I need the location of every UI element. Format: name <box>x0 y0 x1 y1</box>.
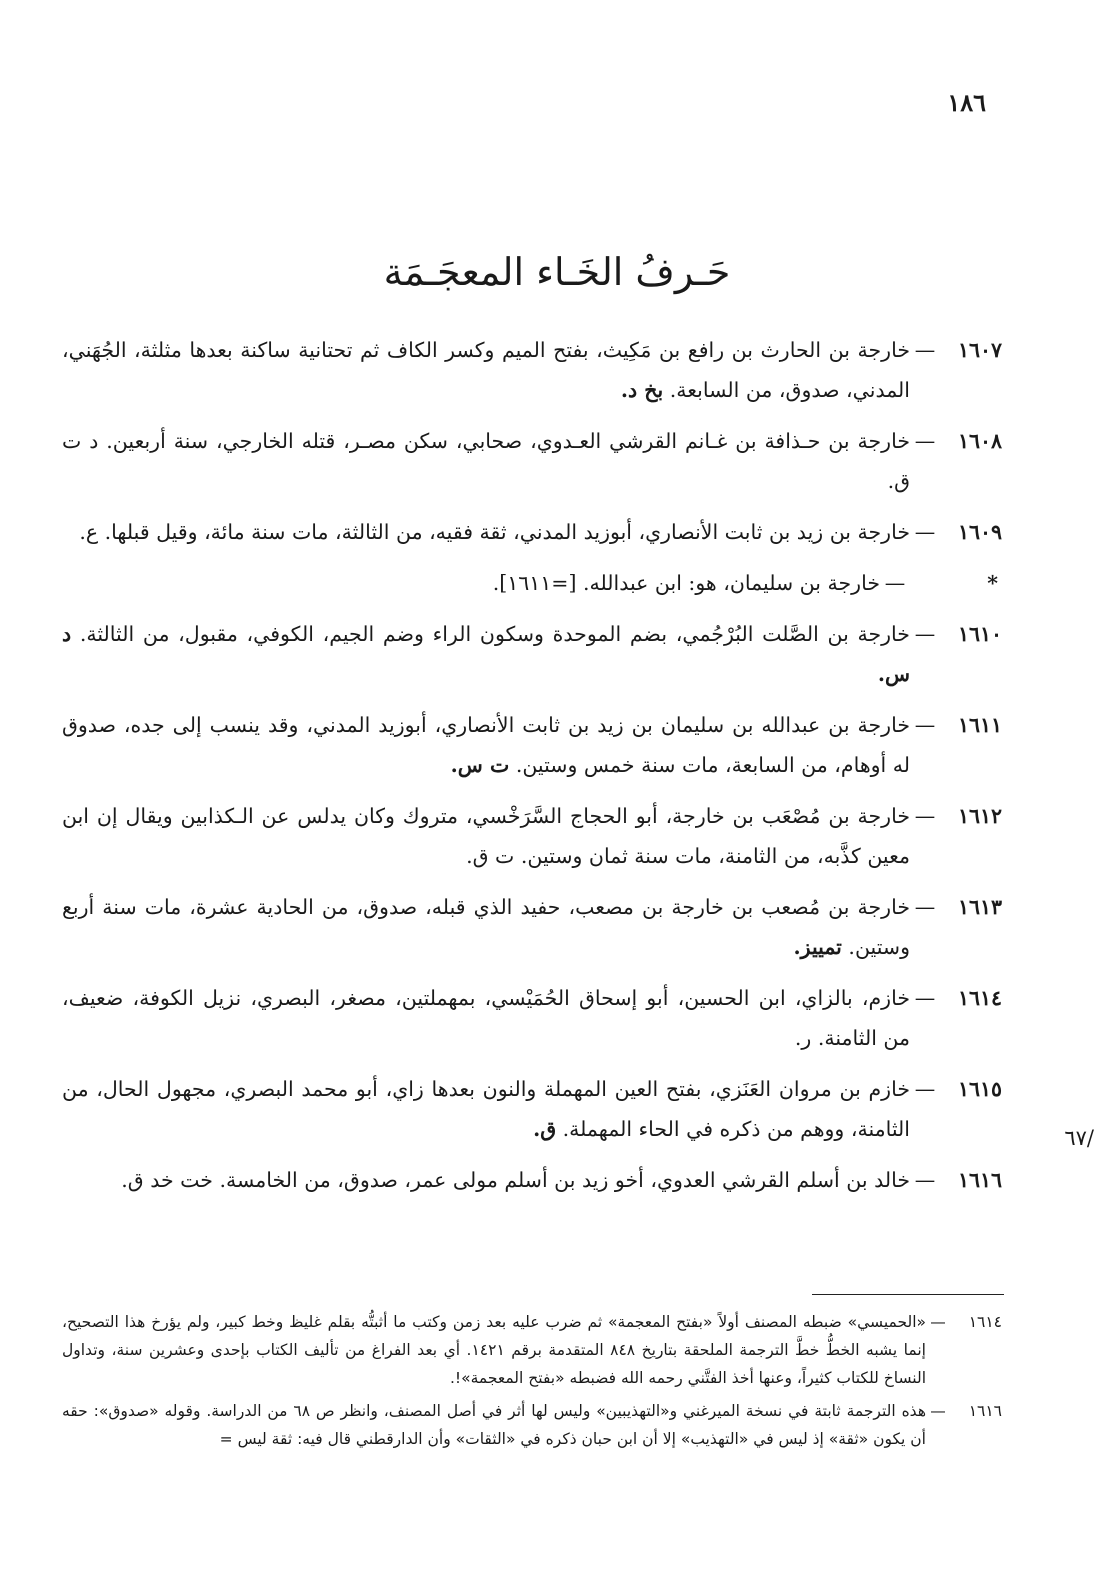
entry-text: خارجة بن عبدالله بن سليمان بن زيد بن ثابت الأنصاري، أبوزيد المدني، وقد ينسب إلى جده، صدوق له أوهام، من السابعة، مات سنة خمس وستين. ت س. <box>62 713 910 777</box>
chapter-title: حَـرفُ الخَـاء المعجَـمَة <box>383 250 731 294</box>
entry-number: ١٦٠٨ <box>957 429 1002 453</box>
entry-text: خارجة بن مُصعب بن خارجة بن مصعب، حفيد الذي قبله، صدوق، من الحادية عشرة، مات سنة أربع وستين. تمييز. <box>62 895 910 959</box>
entry-1615 <box>62 1069 1002 1149</box>
entry-dash: — <box>914 1168 936 1192</box>
entry-1612 <box>62 796 1002 876</box>
footnote-divider <box>812 1294 1004 1295</box>
margin-note: /٦٧ <box>1064 1126 1094 1150</box>
entry-dash: — <box>914 895 936 919</box>
entry-number: ١٦١٠ <box>957 622 1002 646</box>
entry-text: خالد بن أسلم القرشي العدوي، أخو زيد بن أسلم مولى عمر، صدوق، من الخامسة. خت خد ق. <box>121 1168 910 1192</box>
entry-code: د س. <box>62 622 910 686</box>
entry-1609 <box>62 512 1002 552</box>
entry-number: ١٦١٢ <box>957 804 1002 828</box>
entry-dash: — <box>914 429 936 453</box>
entry-text: خازم بن مروان العَنَزي، بفتح العين المهملة والنون بعدها زاي، أبو محمد البصري، مجهول الحال، من الثامنة، ووهم من ذكره في الحاء المهملة. ق. <box>62 1077 910 1141</box>
entry-code: خت خد ق. <box>121 1168 213 1192</box>
entry-dash: — <box>914 1077 936 1101</box>
entry-1616 <box>62 1160 1002 1200</box>
footnote-1616 <box>62 1397 1002 1453</box>
footnote-text: هذه الترجمة ثابتة في نسخة الميرغني و«التهذيبين» وليس لها أثر في أصل المصنف، وانظر ص ٦٨ من الدراسة. وقوله «صدوق»: حقه أن يكون «ثقة» إذ ليس في «التهذيب» إلا أن ابن حبان ذكره في «الثقات» وأن الدارقطني قال فيه: ثقة ليس = <box>62 1402 926 1448</box>
footnote-text: «الحميسي» ضبطه المصنف أولاً «بفتح المعجمة» ثم ضرب عليه بعد زمن وكتب ما أثبتُّه بقلم غليظ وخط كبير، ولم يؤرخ هذا التصحيح، إنما يشبه الخطُّ خطَّ الترجمة الملحقة بتاريخ ٨٤٨ المتقدمة برقم ١٤٢١. أي بعد الفراغ من تأليف الكتاب بإحدى وعشرين سنة، وتداول النساخ للكتاب كثيراً، وعنها أخذ الفتَّني رحمه الله فضبطه «بفتح المعجمة»!. <box>62 1313 926 1387</box>
footnote-number: ١٦١٤ <box>968 1313 1002 1331</box>
entry-1608 <box>62 421 1002 501</box>
entry-dash: — <box>914 804 936 828</box>
entry-code: ت ق. <box>466 844 515 868</box>
page-number: ١٨٦ <box>947 88 986 117</box>
entry-dash: — <box>914 622 936 646</box>
entry-dash: — <box>914 338 936 362</box>
entry-dash: — <box>884 571 906 595</box>
entry-text: خارجة بن الصَّلت البُرْجُمي، بضم الموحدة وسكون الراء وضم الجيم، الكوفي، مقبول، من الثالثة. د س. <box>62 622 910 686</box>
entry-code: ق. <box>533 1117 557 1141</box>
entry-number: ١٦١١ <box>957 713 1002 737</box>
entry-number: ١٦٠٧ <box>957 338 1002 362</box>
entry-text: خارجة بن سليمان، هو: ابن عبدالله. [=١٦١١]. <box>492 571 880 595</box>
entries-list <box>62 330 1002 1211</box>
footnotes <box>62 1308 1002 1458</box>
entry-dash: — <box>914 520 936 544</box>
footnote-dash: — <box>930 1313 946 1331</box>
entry-code: ع. <box>79 520 99 544</box>
entry-code: د ت ق. <box>62 429 910 493</box>
footnote-number: ١٦١٦ <box>968 1402 1002 1420</box>
entry-text: خارجة بن مُصْعَب بن خارجة، أبو الحجاج السَّرَخْسي، متروك وكان يدلس عن الـكذابين ويقال إن ابن معين كذَّبه، من الثامنة، مات سنة ثمان وستين. ت ق. <box>62 804 910 868</box>
entry-code: ت س. <box>450 753 510 777</box>
entry-text: خارجة بن حـذافة بن غـانم القرشي العـدوي، صحابي، سكن مصـر، قتله الخارجي، سنة أربعين. د ت ق. <box>62 429 910 493</box>
entry-cross-reference <box>62 563 1002 603</box>
entry-text: خازم، بالزاي، ابن الحسين، أبو إسحاق الحُمَيْسي، بمهملتين، مصغر، البصري، نزيل الكوفة، ضعيف، من الثامنة. ر. <box>62 986 910 1050</box>
footnote-1614 <box>62 1308 1002 1392</box>
entry-1611 <box>62 705 1002 785</box>
entry-number: ١٦٠٩ <box>957 520 1002 544</box>
entry-1614 <box>62 978 1002 1058</box>
entry-text: خارجة بن الحارث بن رافع بن مَكِيث، بفتح الميم وكسر الكاف ثم تحتانية ساكنة بعدها مثلثة، الجُهَني، المدني، صدوق، من السابعة. بخ د. <box>62 338 910 402</box>
entry-1613 <box>62 887 1002 967</box>
entry-text: خارجة بن زيد بن ثابت الأنصاري، أبوزيد المدني، ثقة فقيه، من الثالثة، مات سنة مائة، وقيل قبلها. ع. <box>79 520 910 544</box>
entry-1610 <box>62 614 1002 694</box>
entry-1607 <box>62 330 1002 410</box>
entry-dash: — <box>914 713 936 737</box>
entry-code: بخ د. <box>620 378 664 402</box>
entry-number: ١٦١٦ <box>957 1168 1002 1192</box>
footnote-dash: — <box>930 1402 946 1420</box>
entry-code: ر. <box>794 1026 812 1050</box>
asterisk-icon: * <box>987 571 998 595</box>
entry-number: ١٦١٥ <box>957 1077 1002 1101</box>
entry-number: ١٦١٤ <box>957 986 1002 1010</box>
entry-number: ١٦١٣ <box>957 895 1002 919</box>
entry-code: تمييز. <box>793 935 842 959</box>
entry-dash: — <box>914 986 936 1010</box>
